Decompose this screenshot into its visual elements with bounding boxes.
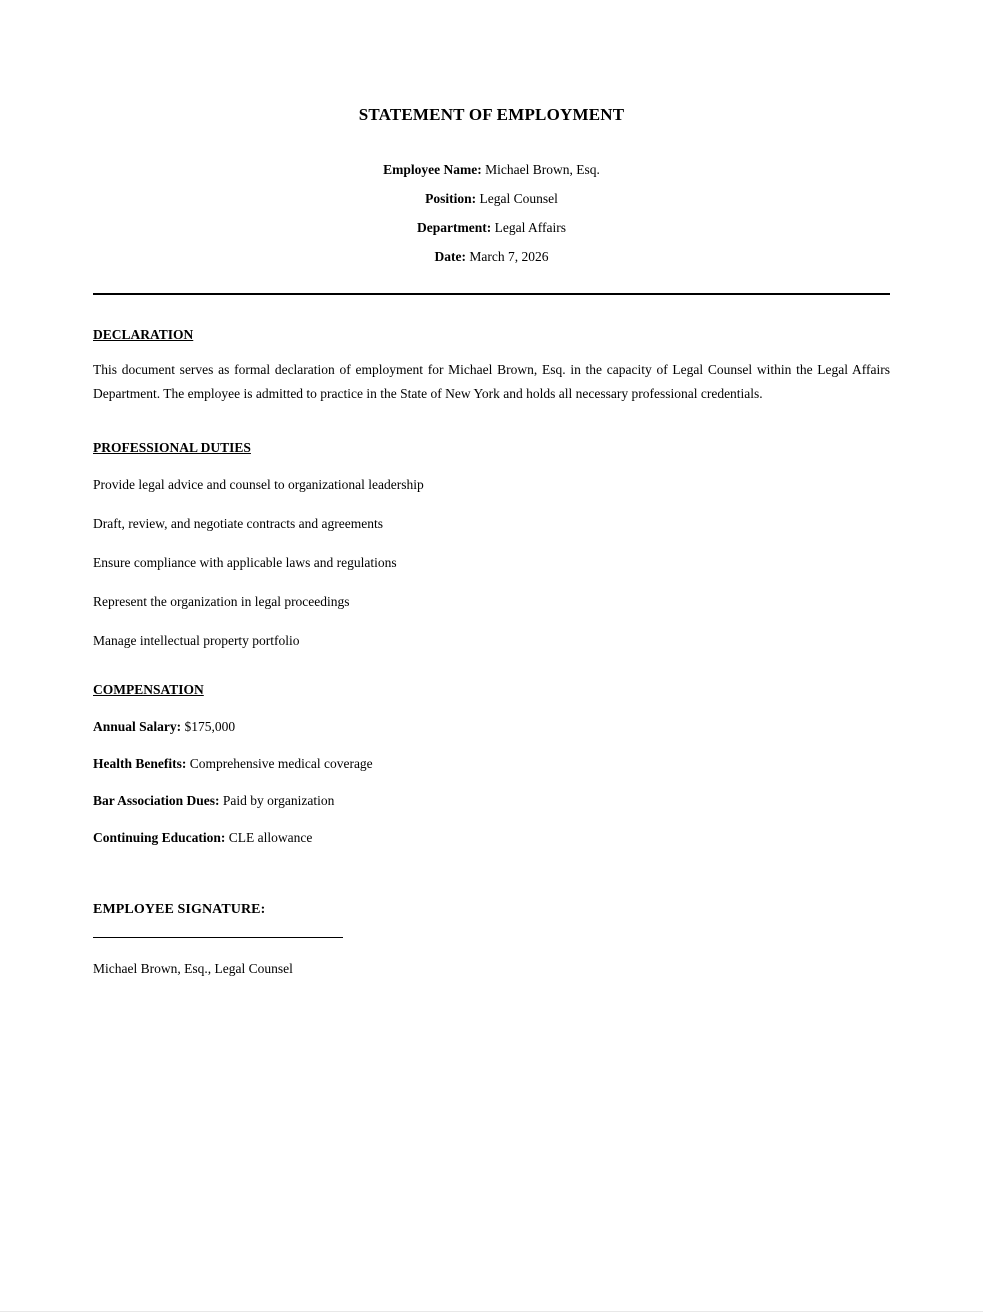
compensation-key: Health Benefits:: [93, 756, 187, 771]
declaration-paragraph: This document serves as formal declaration of employment for Michael Brown, Esq. in the capacity of Legal Counsel within the Legal Affairs Department. The employee is admitted to practice in the State of New York and holds all necessary professional credentials.: [93, 362, 890, 401]
compensation-value: Comprehensive medical coverage: [189, 756, 373, 771]
duty-item: Represent the organization in legal proceedings: [93, 594, 350, 609]
compensation-row: [93, 736, 890, 773]
header-field-value: Legal Counsel: [479, 191, 558, 206]
compensation-key: Bar Association Dues:: [93, 793, 220, 808]
header-field-value: Legal Affairs: [494, 220, 566, 235]
page-title: STATEMENT OF EMPLOYMENT: [358, 105, 625, 124]
section-professional-duties: [93, 406, 890, 650]
section-heading-compensation: COMPENSATION: [93, 682, 204, 697]
section-heading-professional-duties: PROFESSIONAL DUTIES: [93, 440, 251, 455]
section-compensation: [93, 650, 890, 847]
compensation-row: [93, 773, 890, 810]
header-field-value: Michael Brown, Esq.: [485, 162, 600, 177]
section-declaration: [93, 295, 890, 406]
compensation-value: Paid by organization: [222, 793, 335, 808]
section-employee-signature: [93, 847, 890, 978]
compensation-value: $175,000: [184, 719, 236, 734]
header-field-position: [93, 184, 890, 213]
compensation-value: CLE allowance: [228, 830, 313, 845]
header-field-label: Department:: [417, 220, 492, 235]
header-field-department: [93, 213, 890, 242]
header-field-label: Employee Name:: [383, 162, 482, 177]
header-field-label: Position:: [425, 191, 477, 206]
compensation-key: Annual Salary:: [93, 719, 182, 734]
duty-item: Provide legal advice and counsel to organizational leadership: [93, 477, 424, 492]
compensation-row: [93, 698, 890, 736]
header-field-value: March 7, 2026: [469, 249, 549, 264]
header-field-employee-name: [93, 155, 890, 184]
signature-heading: EMPLOYEE SIGNATURE:: [93, 902, 266, 917]
signature-name-line: Michael Brown, Esq., Legal Counsel: [93, 961, 293, 976]
header-field-label: Date:: [434, 249, 466, 264]
duty-item: Draft, review, and negotiate contracts and agreements: [93, 516, 383, 531]
duty-item: Manage intellectual property portfolio: [93, 633, 300, 648]
compensation-key: Continuing Education:: [93, 830, 226, 845]
header-field-date: [93, 242, 890, 271]
compensation-row: [93, 810, 890, 847]
header-fields: [93, 155, 890, 271]
section-heading-declaration: DECLARATION: [93, 327, 194, 342]
duty-item: Ensure compliance with applicable laws and regulations: [93, 555, 397, 570]
